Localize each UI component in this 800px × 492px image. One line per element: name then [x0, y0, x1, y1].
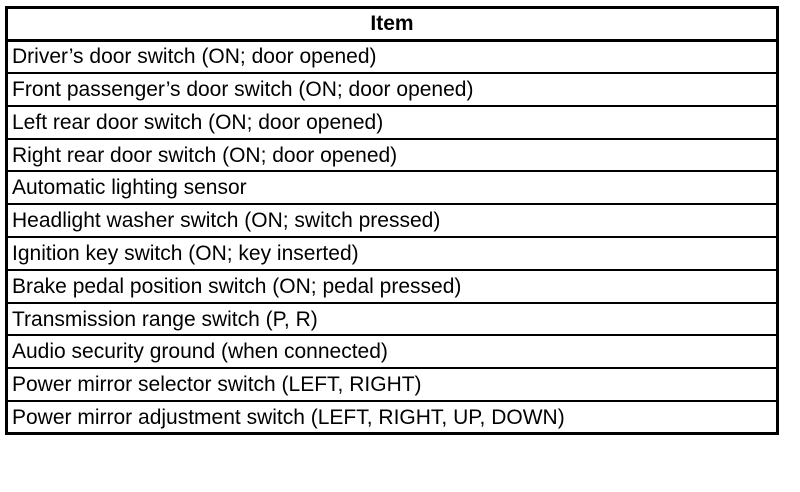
table-row — [7, 73, 778, 106]
table-cell: Right rear door switch (ON; door opened) — [7, 139, 778, 172]
table-cell: Power mirror adjustment switch (LEFT, RIGHT, UP, DOWN) — [7, 401, 778, 434]
table-row — [7, 335, 778, 368]
table-row — [7, 237, 778, 270]
table-row — [7, 303, 778, 336]
table-row — [7, 368, 778, 401]
table-row — [7, 204, 778, 237]
table-body — [7, 40, 778, 434]
table-cell: Transmission range switch (P, R) — [7, 303, 778, 336]
table-cell: Ignition key switch (ON; key inserted) — [7, 237, 778, 270]
table-cell: Brake pedal position switch (ON; pedal pressed) — [7, 270, 778, 303]
table-cell: Front passenger’s door switch (ON; door opened) — [7, 73, 778, 106]
table-row — [7, 171, 778, 204]
item-table — [5, 6, 779, 435]
table-cell: Power mirror selector switch (LEFT, RIGHT) — [7, 368, 778, 401]
table-cell: Automatic lighting sensor — [7, 171, 778, 204]
table-row — [7, 106, 778, 139]
table-cell: Left rear door switch (ON; door opened) — [7, 106, 778, 139]
table-row — [7, 401, 778, 434]
table-cell: Headlight washer switch (ON; switch pressed) — [7, 204, 778, 237]
table-row — [7, 40, 778, 73]
table-row — [7, 270, 778, 303]
table-cell: Driver’s door switch (ON; door opened) — [7, 40, 778, 73]
header-row — [7, 8, 778, 41]
table-row — [7, 139, 778, 172]
table-cell: Audio security ground (when connected) — [7, 335, 778, 368]
table-header — [7, 8, 778, 41]
column-header-item: Item — [7, 8, 778, 41]
